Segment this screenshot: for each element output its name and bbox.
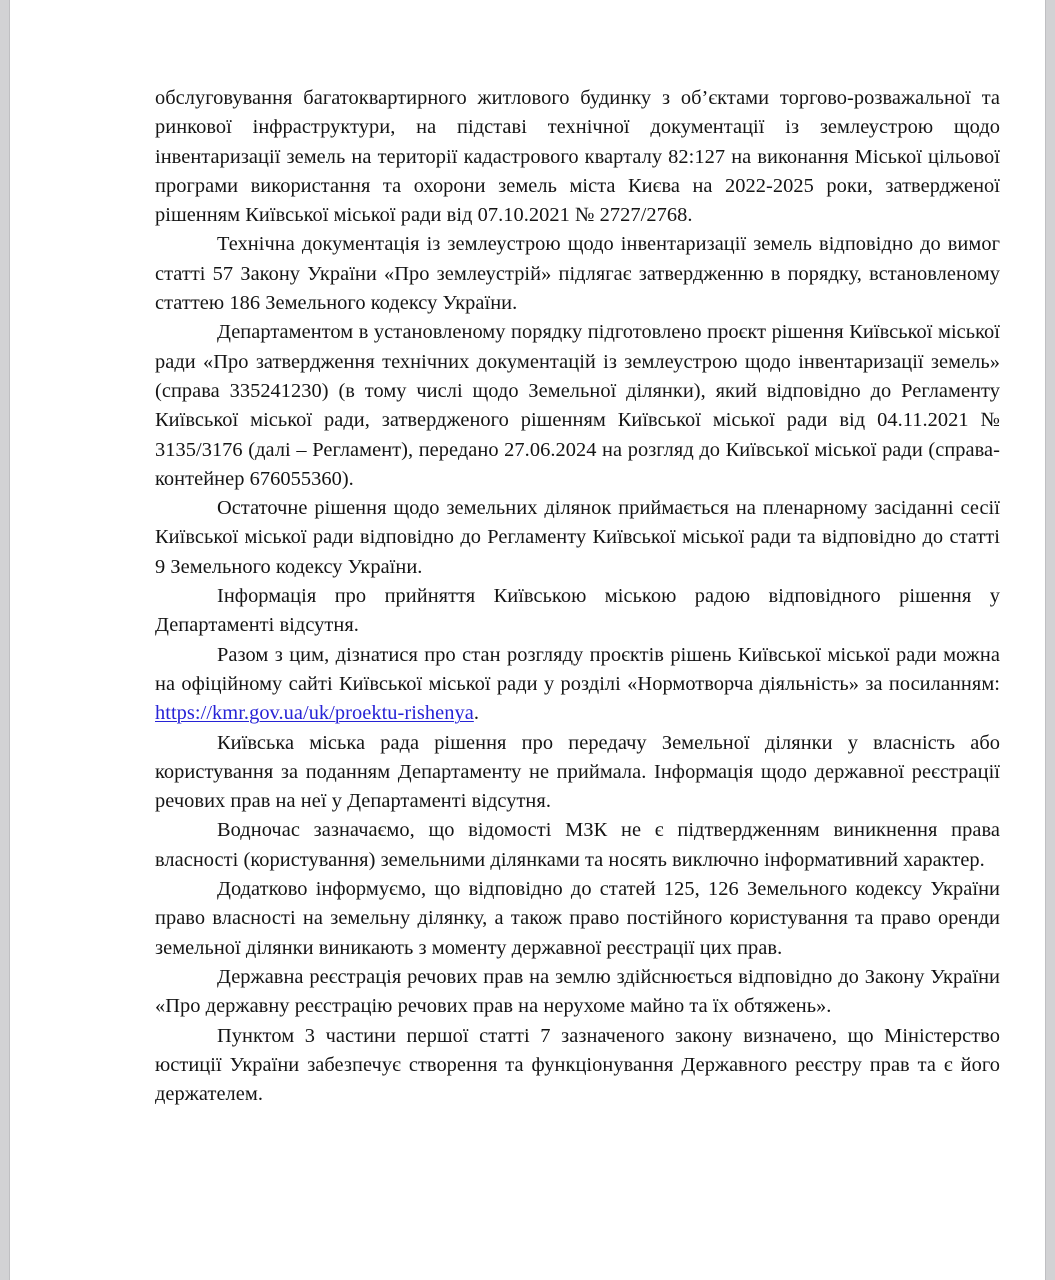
- paragraph-continuation: обслуговування багатоквартирного житлового будинку з об’єктами торгово-розважальної та ринкової інфраструктури, на підставі технічної документації із землеустрою щодо інвентаризації земель на території кадастрового кварталу 82:127 на виконання Міської цільової програми використання та охорони земель міста Києва на 2022-2025 роки, затвердженої рішенням Київської міської ради від 07.10.2021 № 2727/2768.: [155, 87, 1000, 227]
- paragraph-information-absent: Інформація про прийняття Київською міською радою відповідного рішення у Департаменті відсутня.: [155, 585, 1000, 637]
- paragraph-website-link: [155, 641, 1000, 729]
- paragraph-mzk-informative: Водночас зазначаємо, що відомості МЗК не є підтвердженням виникнення права власності (користування) земельними ділянками та носять виключно інформативний характер.: [155, 819, 1000, 871]
- page-edge-rule-right: [1045, 0, 1046, 1280]
- paragraph-articles-125-126: Додатково інформуємо, що відповідно до статей 125, 126 Земельного кодексу України право власності на земельну ділянку, а також право постійного користування та право оренди земельної ділянки виникають з моменту державної реєстрації цих прав.: [155, 878, 1000, 959]
- kmr-draft-decisions-link[interactable]: https://kmr.gov.ua/uk/proektu-rishenya: [155, 702, 474, 725]
- paragraph-final-decision: Остаточне рішення щодо земельних ділянок приймається на пленарному засіданні сесії Київської міської ради відповідно до Регламенту Київської міської ради та відповідно до статті 9 Земельного кодексу України.: [155, 497, 1000, 578]
- paragraph-website-link-text-before: Разом з цим, дізнатися про стан розгляду проєктів рішень Київської міської ради можна на офіційному сайті Київської міської ради у розділі «Нормотворча діяльність» за посиланням:: [155, 643, 1000, 695]
- document-page: [10, 0, 1045, 1280]
- document-text-column: [155, 84, 1000, 1109]
- page-edge-right: [1045, 0, 1055, 1280]
- paragraph-technical-documentation: Технічна документація із землеустрою щодо інвентаризації земель відповідно до вимог статті 57 Закону України «Про землеустрій» підлягає затвердженню в порядку, встановленому статтею 186 Земельного кодексу України.: [155, 233, 1000, 315]
- paragraph-website-link-text-after: .: [473, 702, 480, 725]
- paragraph-department-draft-decision: Департаментом в установленому порядку підготовлено проєкт рішення Київської міської ради «Про затвердження технічних документацій із землеустрою щодо інвентаризації земель» (справа 335241230) (в тому числі щодо Земельної ділянки), який відповідно до Регламенту Київської міської ради, затвердженого рішенням Київської міської ради від 04.11.2021 № 3135/3176 (далі – Регламент), передано 27.06.2024 на розгляд до Київської міської ради (справа-контейнер 676055360).: [155, 321, 1000, 490]
- paragraph-ministry-of-justice: Пунктом 3 частини першої статті 7 зазначеного закону визначено, що Міністерство юстиції України забезпечує створення та функціонування Державного реєстру прав та є його держателем.: [155, 1024, 1000, 1106]
- page-edge-rule-left: [9, 0, 10, 1280]
- paragraph-state-registration-law: Державна реєстрація речових прав на землю здійснюється відповідно до Закону України «Про державну реєстрацію речових прав на нерухоме майно та їх обтяжень».: [155, 965, 1000, 1018]
- paragraph-no-transfer-decision: Київська міська рада рішення про передачу Земельної ділянки у власність або користування за поданням Департаменту не приймала. Інформація щодо державної реєстрації речових прав на неї у Департаменті відсутня.: [155, 731, 1000, 813]
